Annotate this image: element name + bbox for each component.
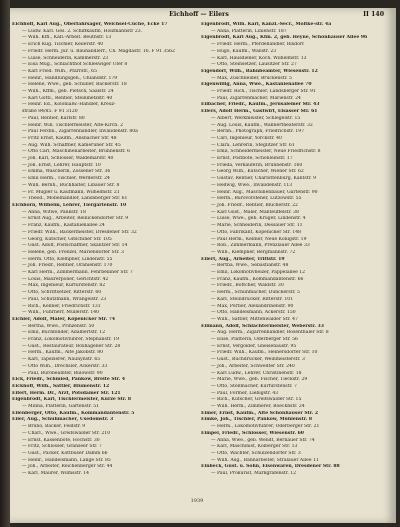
directory-entry: — Joh. Friedr., Rentier, Blücherstr. 22	[211, 202, 298, 208]
directory-entry: Eilert, Aug., Arbeiter, Triftstr. 19	[201, 256, 285, 262]
directory-entry: — Wilh. Kffl., Kafl.-Arbeit. Beuthstr. 13	[22, 35, 112, 41]
directory-entry: Eichhoff, Karl Aug., Oberfahrsager, Weichsel-Cuche, Ecke 17	[12, 22, 168, 27]
directory-entry: — Ludw. Karl. Ges. 2. Schiffkaufm, Holzmannstr 23.	[22, 28, 143, 34]
directory-entry: — Otto, Handelsmann, Ackerstr. 150	[211, 310, 296, 316]
directory-entry: — Herm. Otto, Klempner, Lindenstr. 55	[22, 256, 113, 262]
directory-entry: — Herm., Bürovorsteher, Lützowstr. 55	[211, 196, 302, 202]
directory-entry: Eimke, Joh., Tischler, Pankow, Mühlenstr. 8	[201, 417, 313, 423]
directory-entry: — Franz, Kaufm., Kastanienallee 24	[22, 223, 105, 229]
directory-entry: — Otto Wilh., Drechsler, Ackerstr. 33	[22, 363, 108, 369]
directory-entry: — Friedr., Böttcher, Waldstr. 30	[211, 283, 284, 289]
directory-entry: Eigenbrodt, Karl, Tischlermeister, Kurze Str. 8	[12, 397, 132, 403]
directory-entry: — Aug. Wilh. Schaffner, Kameruner Str. 45	[22, 142, 121, 148]
directory-entry: — Wilh. Aug., Bahnarbeiter, Stralauer Allee 11	[211, 457, 319, 463]
directory-entry: — Bruno, Bäcker, Feldstr. 9	[22, 424, 86, 430]
directory-entry: — Paul, Zigarrenmacher, Marienstr. 24	[211, 95, 301, 101]
directory-entry: — Otto, Stellmacher, Kurfürstenstr. 7	[211, 383, 297, 389]
directory-entry: — Wilh., Sattler, Mittenwalder Str. 47	[211, 316, 298, 322]
directory-entry: — Otto, Fabrikant, Köpenicker Str. 148	[211, 229, 302, 235]
directory-entry: — Emil Herm., Tischler, Werderstr. 24	[22, 176, 110, 182]
directory-entry: — Anna, Witwe, Pankstr. 18	[22, 209, 86, 215]
directory-entry: — Gust., Restaurateur, Boxhagener Str. 28	[22, 343, 121, 349]
page-footer	[12, 498, 382, 504]
directory-entry: Eimer, Ernst, Kaufm., Alte Schönhauser Str. 2	[201, 410, 319, 416]
directory-entry: — Joh., Arbeiter, Reichenberger Str. 44	[22, 464, 113, 470]
directory-entry: — Heinr., Handlungsgeh., Uhlandstr. 179	[22, 75, 118, 81]
directory-entry: Eichhorn, Wilhelm, Lehrer, Tiergartenstr. 10	[12, 202, 127, 208]
directory-entry: — Gust. Adolf, Postschaffner, Skalitzer Str. 14	[22, 243, 128, 249]
directory-entry: — Anna, Plätterin, Linienstr. 187	[211, 28, 287, 34]
directory-entry: — Joh., Arbeiter, Schwedter Str. 240	[211, 363, 295, 369]
directory-entry: — Max, Portier, Alexandrinenstr. 90	[211, 303, 294, 309]
directory-entry: — Friedr. Rich., Tischler, Landsberger Str. 91	[211, 89, 316, 95]
left-column	[12, 22, 193, 492]
directory-entry: — Emil, Schneidermeister, Neue Friedrichstr. 8	[211, 149, 321, 155]
directory-entry: Eichler, Adolf, Maler, Köpenicker Str. 74	[12, 316, 116, 322]
directory-entry: — Karl, Maschinist, Kolberger Str. 13	[211, 444, 298, 450]
book-gutter	[0, 0, 10, 527]
directory-entry: — Minna, Plätterin, Gartenstr. 51	[22, 404, 100, 410]
running-head: Eichhoff — Eilers	[169, 11, 229, 18]
directory-entry: — Paul, Schutzmann, Wrangelstr. 23	[22, 296, 107, 302]
directory-entry: — Bertha, Wwe., Sebastianstr. 48	[211, 263, 289, 269]
directory-entry: straße 84/85. F 91 3120	[22, 109, 78, 115]
directory-entry: — Albert, Werkmeister, Schlegelstr. 15	[211, 115, 301, 121]
directory-entry: — Fritz Ernst, Kaufm., Ansbacher Str. 48	[22, 135, 117, 141]
directory-entry: — Herm., Lokomotivführer, Oderberger Str. 21	[211, 424, 320, 430]
directory-entry: Eigenbrodt, Karl Aug., Kfm. 2, geb. Heyne, Schönhauser Allee 96	[201, 35, 368, 41]
directory-entry: — Gustav, Rentier, Charlottenburg, Kantstr. 9	[211, 176, 316, 182]
directory-entry: Eigendorf, Wilh., Bahnbeamter, Wiesenstr. 12	[201, 68, 318, 74]
directory-entry: — Karl, Steindrucker, Ritterstr. 101	[211, 296, 294, 302]
directory-entry: — Ernst, Vergolder, Gneisenaustr. 95	[211, 343, 297, 349]
directory-entry: — Georg, Kutscher, Gitschiner Str. 105	[22, 236, 112, 242]
directory-entry: — Paul, Rentier, Karlstr. 80	[22, 115, 85, 121]
directory-entry: — Karl, Tapezierer, Naunynstr. 65	[22, 357, 101, 363]
directory-entry: — Gust., Packer, Kottbuser Damm 66	[22, 451, 108, 456]
directory-entry: — Gust., Buchdrucker, Weinmeisterstr. 3	[211, 357, 305, 363]
directory-entry: — Wilh. Herm., Zimmerer, Boeckhstr. 24	[211, 404, 305, 410]
directory-entry: — Karl Fried. Wilh., Pfarrstr., 65	[22, 68, 97, 74]
directory-entry: — Frieda, Verkäuferin, Brunnenstr. 160	[211, 162, 303, 168]
directory-entry: — Rich., Kutscher, Greifswalder Str. 15	[211, 397, 302, 403]
directory-entry: — Ernst Aug., Arbeiter, Reinickendorfer Str. 9	[22, 216, 129, 222]
directory-entry: — Helene, Wwe., geb. Schuller, Backerstr. 18	[22, 82, 127, 88]
directory-entry: — Otto, Steinsetzer, Lausitzer Str. 27	[211, 62, 297, 68]
directory-entry: — Ernst, Kassenbote, Hochstr. 30	[22, 437, 100, 443]
directory-entry: — Paul, Former, Liebigstr. 43	[211, 390, 279, 396]
directory-entry: — Helene, geb. Frenzel, Mariendorfer Str. 3	[22, 249, 124, 255]
directory-entry: — Marie, Schneiderin, Dessauer Str. 11	[211, 223, 303, 229]
directory-entry: — Rob., Zimmermann, Prenzlauer Allee 33	[211, 243, 310, 249]
directory-entry: — Paul Herm., Kellner, Neue Königstr. 19	[211, 236, 307, 242]
directory-entry: — Friedr. Herm., Pferdehändler, Rixdorf	[211, 42, 304, 48]
directory-entry: — Fritz, Schlosser, Granseer Str. 7	[22, 444, 102, 450]
page-number-value: 140	[371, 11, 384, 18]
directory-entry: — Otto, Wächter, Schulzendorfer Str. 3	[211, 451, 301, 456]
directory-entry: — Paul, Bürobeamter, Bülowstr. 90	[22, 370, 103, 376]
directory-entry: — Joh. Ernst, Lehrer, Hauptstr. 10	[22, 162, 101, 168]
column-marker: II	[363, 11, 369, 18]
directory-entry: — Aug. Herm., Zigarrenhändler, Rosenthaler Str. 8	[211, 330, 329, 336]
directory-entry: Eilmann, Adolf, Schlächtermeister, Weberstr. 33	[201, 323, 324, 329]
directory-entry: — Heinr. Ed., Kolonialw.-Händler, Kreuz-	[22, 102, 116, 108]
directory-entry: — Anna, Wwe., geb. Wendt, Bernauer Str. 74	[211, 437, 315, 443]
directory-entry: — Friedr. Wilh., Bäckermeister, Dresdener Str. 32	[22, 229, 137, 235]
directory-entry: — Erich Kug. Tischler, Keilerstr. 40	[22, 42, 104, 48]
directory-entry: Eimpel, Friedr., Schlosser, Wiesenstr. 60	[201, 430, 304, 436]
directory-entry: — Karl Gottl., Rentier, Steinmetzstr. 40	[22, 95, 113, 101]
directory-entry: — Wilh., Kffm., geb. Pietsch, Saalstr. 24	[22, 89, 114, 95]
directory-entry: — Friedr. Herm. Jur. u. Bauhändlerr., Ch. Magdastr. 16. F 91 3562	[22, 48, 175, 54]
directory-entry: — Herm., Kaufm., Alte Jakobstr. 80	[22, 350, 103, 356]
directory-entry: Eilers, Adolf Herm., Gastwirt, Elsasser Str. 61	[201, 109, 318, 115]
directory-entry: — Paul Ferdin., Zigarrenhändler, Invalidenstr. 80a	[22, 129, 138, 135]
directory-entry: — Heinr. Aug., Maschinenbauer, Gartenstr. 90	[211, 189, 318, 195]
directory-entry: — Franz, Lokomotivführer, Stephanstr. 19	[22, 337, 119, 343]
directory-entry: — Theod., Möbelhändler, Landsberger Str. 61	[22, 196, 128, 202]
directory-entry: Einbeck, Gust. u. Sohn, Eisenwaren, Dresdener Str. 88	[201, 464, 340, 470]
directory-entry: — Elise, Plätterin, Oderberger Str. 56	[211, 337, 298, 343]
directory-entry: Eickhoff, Wilh., Sattler, Blumenstr. 12	[12, 383, 110, 389]
directory-entry: — Karl Gust., Maler, Manteuffelstr. 38	[211, 209, 299, 215]
directory-entry: — Max, Ingenieur, Kurfürstenstr. 82	[22, 283, 106, 289]
directory-entry: — Paul, Prokurist, Markgrafenstr. 12	[211, 471, 297, 477]
directory-entry: — Otto Carl, Maschinenarbeiter, Brunnenstr. 6	[22, 149, 131, 155]
directory-entry: — Louis, Maurerpolier, Gerichtstr. 42	[22, 276, 109, 282]
directory-entry: — Georg Wilh., Kutscher, Wiener Str. 62	[211, 169, 304, 175]
directory-entry: — Karl Ludw., Lehrer, Christinenstr. 18	[211, 370, 302, 376]
directory-entry: Eigenbrodt, Wilh. Karl, Kanzl.-Secr., Moltke-str. 4a	[201, 22, 332, 27]
directory-entry: — Luise, Schneiderin, Kammerstr. 23	[22, 55, 109, 61]
directory-entry: — Wilh., Fuhrherr, Müllerstr. 140	[22, 310, 100, 316]
directory-entry: — Karl Herm., Zimmermann, Fehrbelliner Str. 7	[22, 270, 133, 276]
directory-entry: — Bertha, Wwe., Prinzenstr. 50	[22, 323, 95, 329]
directory-entry: — Luise, Wwe., geb. Krüger, Lindenstr. 4	[211, 216, 306, 222]
directory-entry: — Rich., Kellner, Friedrichstr. 131	[22, 303, 101, 309]
right-column	[201, 22, 382, 492]
directory-entry: Eigenwillig, Anna, Wwe., Kastanienallee 70	[201, 82, 312, 88]
page-header	[14, 11, 384, 20]
directory-entry: — Emil, Lokomotivheizer, Pappelallee 12	[211, 270, 306, 276]
directory-entry: — Joh. Karl, Schlosser, Waldemarstr. 40	[22, 156, 114, 162]
directory-entry: — Wilh., Klempner, Bergmannstr. 72	[211, 249, 296, 255]
directory-entry: Eick, Friedr., Schmied, Pankow, Breite Str. 4	[12, 377, 126, 383]
directory-entry: Eilbacher, Friedr., Kaufm., Jerusalemer Str. 43	[201, 102, 320, 108]
directory-entry: — Bernh., Photograph, Friedrichstr. 197	[211, 129, 305, 135]
directory-entry: — Max, Zuschneider, Brückenstr. 5	[211, 75, 292, 81]
directory-entry: — Joh. Friedr., Rentier, Oranienstr. 170	[22, 263, 113, 269]
page-number	[363, 11, 384, 18]
directory-entry: — Heinr. Will. Tischlermeister, Alte-Kirch. 2	[22, 122, 124, 128]
directory-entry: — Hugo, Kaufm., Wallstr. 23	[211, 48, 277, 54]
directory-entry: Eiler, Aug., Schuhmacher, Usedomstr. 3	[12, 417, 114, 423]
directory-entry: — Carl, Ingenieur, Yorckstr. 40	[211, 135, 282, 141]
directory-entry: — Wilh. Bernh., Buchhalter, Libauer Str. 8	[22, 182, 120, 188]
directory-entry: — Franz, Kaufm., Kommandantenstr. 66	[211, 276, 304, 282]
directory-entry: — Eisa Mug., Schlachthof Schleswiger Ufer 8	[22, 62, 128, 68]
directory-entry: Eilenberger, Otto, Kaufm., Kommandantenstr. 5	[12, 410, 135, 416]
directory-entry: — Ernst, Postbote, Schönleinstr. 17	[211, 156, 293, 162]
directory-entry: — Heinr., Handelsmann, Lange Str. 85	[22, 457, 111, 463]
directory-entry: — Friedr. Wilh., Kaufm., Heinersdorfer Str. 10	[211, 350, 318, 356]
directory-entry: — Herm., Schuhmacher, Dunckerstr. 5	[211, 290, 300, 296]
directory-entry: — Fr. Mugler u. Kaufmann, Wilhelmstr. 21	[22, 189, 120, 195]
directory-entry: — Karl, Maurer, Wilmsstr. 14	[22, 471, 89, 477]
directory-entry: — Clara, Lehrerin, Steglitzer Str. 61	[211, 142, 295, 148]
directory-entry: — Karl, Hausdiener, Koch. Wilhelmstr. 13	[211, 55, 307, 61]
directory-entry: — Otto, Schriftsetzer, Ritterstr. 60	[22, 290, 102, 296]
directory-entry: Eifert, Herm. Dr., Arzt, Potsdamer Str. 121	[12, 390, 121, 396]
directory-entry: — Marie, Wwe., geb. Fischer, Tieckstr. 29	[211, 377, 308, 383]
directory-entry: — Emil, Buchbinder, Adalbertstr. 12	[22, 330, 106, 336]
directory-entry: — Hedwig, Wwe., Invalidenstr. 113	[211, 182, 293, 188]
directory-entry: — Aug. Louis, Kaufm., Wallnertheaterstr. 32	[211, 122, 313, 128]
directory-entry: — Charl., Wwe., Greifswalder Str. 210	[22, 430, 111, 436]
footer-page-label: 1939	[190, 498, 204, 504]
directory-entry: — Emma, Wäscherin, Zossener Str. 36	[22, 169, 111, 175]
